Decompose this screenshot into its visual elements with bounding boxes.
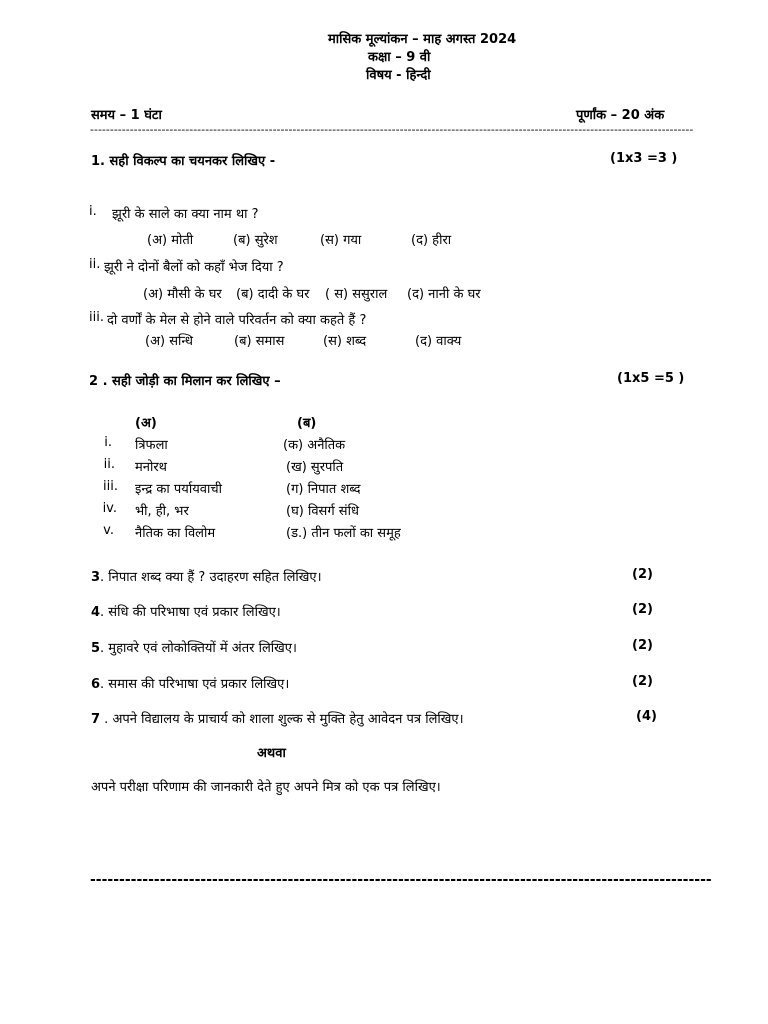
question-3: [91, 567, 322, 585]
q1-option: (द) नानी के घर: [407, 287, 481, 302]
question-number: 6: [91, 677, 101, 692]
q2-row-num: iii.: [103, 479, 118, 494]
q1-option: (द) वाक्य: [415, 334, 462, 349]
q2-row-a: नैतिक का विलोम: [135, 526, 216, 541]
q1-option: (द) हीरा: [411, 233, 452, 248]
q1-option: (अ) मौसी के घर: [143, 287, 222, 302]
question-number: 3: [91, 570, 101, 585]
q1-option: ( स) ससुराल: [325, 287, 388, 302]
question-6: [91, 674, 289, 692]
top-divider: --------------------------------------------------------------------------------------------------------------------------------------------------------: [90, 123, 694, 136]
q1-heading: 1. सही विकल्प का चयनकर लिखिए -: [91, 154, 276, 169]
bottom-divider: -----------------------------------------------------------------------------------------------------------: [90, 872, 712, 888]
total-marks-label: पूर्णांक – 20 अंक: [576, 108, 665, 123]
q2-row-b: (ग) निपात शब्द: [286, 482, 361, 497]
q2-row-a: भी, ही, भर: [135, 504, 189, 519]
q1-marks: (1x3 =3 ): [610, 151, 678, 166]
question-text: . संधि की परिभाषा एवं प्रकार लिखिए।: [100, 605, 281, 620]
question-text: . मुहावरे एवं लोकोक्तियों में अंतर लिखिए।: [100, 641, 297, 656]
q2-heading: 2 . सही जोड़ी का मिलान कर लिखिए –: [89, 374, 281, 389]
q2-row-b: (ख) सुरपति: [286, 460, 344, 475]
q2-column-a-heading: (अ): [135, 416, 157, 431]
q1-option: (स) गया: [320, 233, 362, 248]
q2-column-b-heading: (ब): [297, 416, 317, 431]
q1-option: (अ) मोती: [147, 233, 194, 248]
question-marks: (2): [632, 567, 653, 582]
question-number: 5: [91, 641, 101, 656]
exam-title: मासिक मूल्यांकन – माह अगस्त 2024: [328, 32, 517, 47]
athva-label: अथवा: [257, 746, 286, 761]
q1-item-num: ii.: [89, 257, 101, 272]
q2-row-b: (क) अनैतिक: [283, 438, 346, 453]
time-label: समय – 1 घंटा: [91, 108, 162, 123]
q2-row-a: त्रिफला: [135, 438, 168, 453]
subject-line: विषय - हिन्दी: [366, 68, 431, 83]
q1-option: (ब) दादी के घर: [236, 287, 310, 302]
q1-item-text: दो वर्णों के मेल से होने वाले परिवर्तन को क्या कहते हैं ?: [107, 313, 367, 328]
alternative-question: अपने परीक्षा परिणाम की जानकारी देते हुए अपने मित्र को एक पत्र लिखिए।: [91, 780, 441, 795]
q2-row-num: i.: [104, 435, 112, 450]
question-5: [91, 638, 297, 656]
q1-option: (स) शब्द: [323, 334, 367, 349]
q1-option: (ब) समास: [234, 334, 285, 349]
q1-item-text: झूरी ने दोनों बैलों को कहाँ भेज दिया ?: [104, 260, 284, 275]
question-text: . अपने विद्यालय के प्राचार्य को शाला शुल्क से मुक्ति हेतु आवेदन पत्र लिखिए।: [100, 712, 464, 727]
question-marks: (2): [632, 602, 653, 617]
q2-row-num: ii.: [103, 457, 115, 472]
question-text: . निपात शब्द क्या हैं ? उदाहरण सहित लिखिए।: [100, 570, 322, 585]
question-marks: (2): [632, 638, 653, 653]
question-marks: (4): [636, 709, 657, 724]
class-line: कक्षा – 9 वी: [368, 50, 431, 65]
q1-option: (अ) सन्धि: [145, 334, 193, 349]
q1-item-text: झूरी के साले का क्या नाम था ?: [112, 207, 259, 222]
q2-row-num: iv.: [102, 501, 117, 516]
question-number: 7: [91, 712, 101, 727]
q2-row-a: मनोरथ: [135, 460, 167, 475]
q1-option: (ब) सुरेश: [233, 233, 278, 248]
q2-marks: (1x5 =5 ): [617, 371, 685, 386]
question-text: . समास की परिभाषा एवं प्रकार लिखिए।: [100, 677, 290, 692]
q2-row-b: (ड.) तीन फलों का समूह: [286, 526, 401, 541]
question-number: 4: [91, 605, 101, 620]
question-4: [91, 602, 281, 620]
question-7: [91, 709, 464, 727]
q1-item-num: iii.: [89, 310, 104, 325]
q2-row-b: (घ) विसर्ग संधि: [286, 504, 359, 519]
q2-row-num: v.: [103, 523, 114, 538]
q1-item-num: i.: [89, 204, 97, 219]
q2-row-a: इन्द्र का पर्यायवाची: [135, 482, 222, 497]
question-marks: (2): [632, 674, 653, 689]
